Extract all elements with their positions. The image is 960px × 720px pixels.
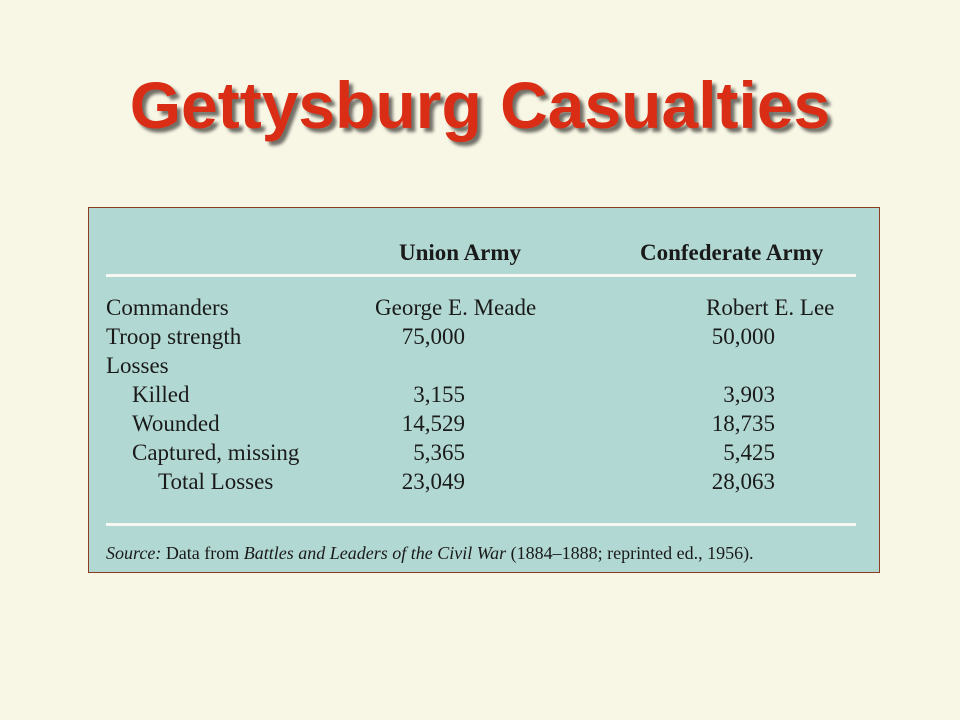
union-wounded: 14,529 [401,411,465,436]
union-captured-missing: 5,365 [413,440,465,465]
source-text-before: Data from [161,543,244,563]
row-label-wounded: Wounded [132,411,220,436]
row-label-total-losses: Total Losses [158,469,274,494]
row-label-losses: Losses [106,353,169,378]
confederate-commander: Robert E. Lee [706,295,835,320]
confederate-captured-missing: 5,425 [723,440,775,465]
source-label: Source: [106,543,162,563]
row-label-killed: Killed [132,382,190,407]
footer-divider [106,523,856,526]
confederate-troop-strength: 50,000 [711,324,775,349]
header-confederate-army: Confederate Army [640,240,824,265]
casualties-table [88,207,880,573]
page-title: Gettysburg Casualties [129,68,831,142]
union-troop-strength: 75,000 [401,324,465,349]
union-commander: George E. Meade [375,295,537,320]
confederate-total-losses: 28,063 [711,469,775,494]
union-total-losses: 23,049 [401,469,465,494]
row-label-captured-missing: Captured, missing [132,440,300,465]
source-note [106,542,754,564]
header-union-army: Union Army [399,240,522,265]
source-text-after: (1884–1888; reprinted ed., 1956). [506,543,754,563]
row-label-commanders: Commanders [106,295,229,320]
header-divider [106,274,856,277]
row-label-troop-strength: Troop strength [106,324,242,349]
confederate-killed: 3,903 [723,382,775,407]
union-killed: 3,155 [413,382,465,407]
source-book-title: Battles and Leaders of the Civil War [243,543,507,563]
confederate-wounded: 18,735 [711,411,775,436]
